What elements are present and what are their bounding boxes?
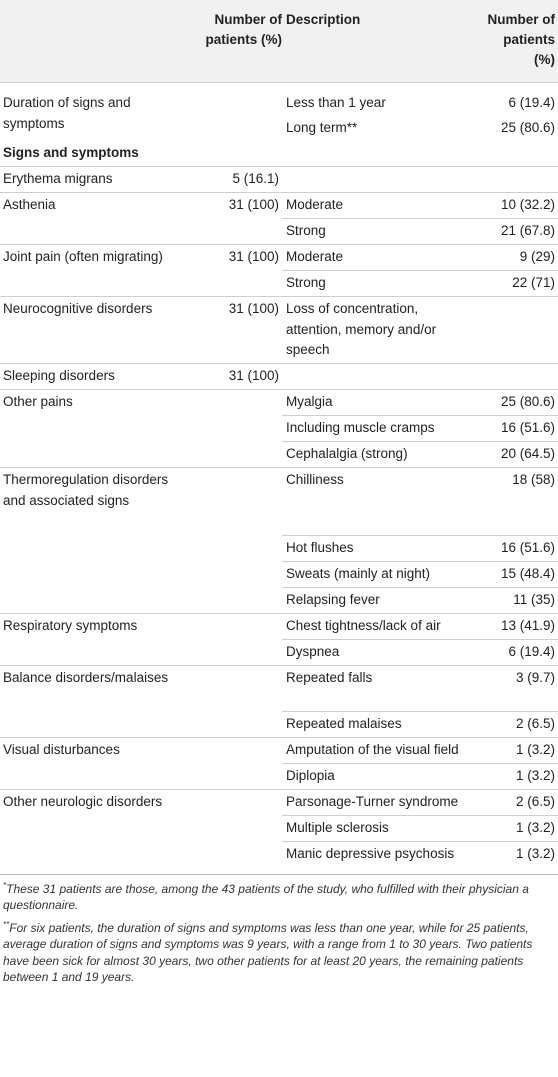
row-label: Erythema migrans: [0, 167, 190, 193]
value-cell: 13 (41.9): [478, 613, 558, 639]
table-row: [0, 245, 558, 271]
footnote-text: These 31 patients are those, among the 43 patients of the study, who fulfilled with their physician a questionnaire.: [3, 881, 529, 912]
description-cell: Relapsing fever: [282, 587, 478, 613]
value-cell: 6 (19.4): [478, 639, 558, 665]
header-col4: Number of patients (%): [487, 12, 555, 67]
description-cell: Chilliness: [282, 468, 478, 536]
table-row: [0, 613, 558, 639]
section-heading: Signs and symptoms: [3, 145, 139, 160]
row-label: Neurocognitive disorders: [0, 297, 190, 364]
table-row: [0, 738, 558, 764]
value-cell: 21 (67.8): [478, 219, 558, 245]
description-cell: Sweats (mainly at night): [282, 561, 478, 587]
description-cell: Chest tightness/lack of air: [282, 613, 478, 639]
description-cell: Diplopia: [282, 764, 478, 790]
value-cell: 16 (51.6): [478, 535, 558, 561]
footnote-1: [3, 881, 555, 914]
value-cell: 15 (48.4): [478, 561, 558, 587]
table-row: [0, 83, 558, 117]
footnote-2: [3, 920, 555, 986]
table-row: [0, 193, 558, 219]
row-label: Other neurologic disorders: [0, 790, 190, 874]
description-cell: Amputation of the visual field: [282, 738, 478, 764]
description-cell: Strong: [282, 219, 478, 245]
value-cell: 16 (51.6): [478, 416, 558, 442]
description-cell: Dyspnea: [282, 639, 478, 665]
count-cell: 31 (100): [190, 364, 282, 390]
row-label: Sleeping disorders: [0, 364, 190, 390]
value-cell: 25 (80.6): [478, 390, 558, 416]
row-label: Asthenia: [0, 193, 190, 245]
value-cell: 6 (19.4): [478, 83, 558, 117]
header-col1: [0, 0, 190, 83]
description-cell: Repeated falls: [282, 665, 478, 712]
value-cell: 1 (3.2): [478, 816, 558, 842]
description-cell: Strong: [282, 271, 478, 297]
count-cell: 31 (100): [190, 245, 282, 297]
description-cell: Long term**: [286, 120, 358, 135]
header-col3: Description: [286, 12, 361, 27]
value-cell: 18 (58): [478, 468, 558, 536]
description-cell: Cephalalgia (strong): [282, 442, 478, 468]
description-cell: Myalgia: [282, 390, 478, 416]
table-row: [0, 665, 558, 712]
row-label: Duration of signs and symptoms: [0, 83, 190, 142]
description-cell: Hot flushes: [282, 535, 478, 561]
value-cell: 3 (9.7): [478, 665, 558, 712]
value-cell: 1 (3.2): [478, 842, 558, 874]
table-row: [0, 390, 558, 416]
value-cell: 2 (6.5): [478, 790, 558, 816]
description-cell: Loss of concentration, attention, memory and/or speech: [282, 297, 478, 364]
value-cell: 2 (6.5): [478, 712, 558, 738]
description-cell: Multiple sclerosis: [282, 816, 478, 842]
value-cell: 1 (3.2): [478, 738, 558, 764]
section-row: [0, 141, 558, 167]
description-cell: Repeated malaises: [282, 712, 478, 738]
description-cell: Moderate: [282, 245, 478, 271]
value-cell: 1 (3.2): [478, 764, 558, 790]
value-cell: 10 (32.2): [478, 193, 558, 219]
footnote-text: For six patients, the duration of signs and symptoms was less than one year, while for 25 patients, average duration of signs and symptoms was 9 years, with a range from 1 to 30 years. Two patients have been sick for almost 30 years, two other patients for at least 20 years, the remaining patients between 1 and 19 years.: [3, 920, 533, 984]
row-label: Joint pain (often migrating): [0, 245, 190, 297]
row-label: Respiratory symptoms: [0, 613, 190, 665]
value-cell: 25 (80.6): [500, 120, 555, 135]
description-cell: Manic depressive psychosis: [282, 842, 478, 874]
header-col2: Number of patients (%): [205, 12, 282, 47]
row-label: Balance disorders/malaises: [0, 665, 190, 738]
value-cell: 20 (64.5): [478, 442, 558, 468]
table-row: [0, 297, 558, 364]
table-row: [0, 167, 558, 193]
footnote-marker: **: [3, 919, 10, 929]
row-label: Thermoregulation disorders and associated signs: [0, 468, 190, 614]
count-cell: 5 (16.1): [190, 167, 282, 193]
row-label: Visual disturbances: [0, 738, 190, 790]
value-cell: 22 (71): [478, 271, 558, 297]
count-cell: 31 (100): [190, 193, 282, 245]
description-cell: Including muscle cramps: [282, 416, 478, 442]
description-cell: Moderate: [282, 193, 478, 219]
description-cell: Less than 1 year: [282, 83, 478, 117]
table-row: [0, 364, 558, 390]
table-row: [0, 468, 558, 536]
row-label: Other pains: [0, 390, 190, 468]
table-row: [0, 790, 558, 816]
value-cell: 9 (29): [478, 245, 558, 271]
count-cell: 31 (100): [190, 297, 282, 364]
header-row: [0, 0, 558, 83]
footnote-marker: *: [3, 880, 7, 890]
table-footnotes: [0, 874, 558, 986]
description-cell: Parsonage-Turner syndrome: [282, 790, 478, 816]
value-cell: 11 (35): [478, 587, 558, 613]
